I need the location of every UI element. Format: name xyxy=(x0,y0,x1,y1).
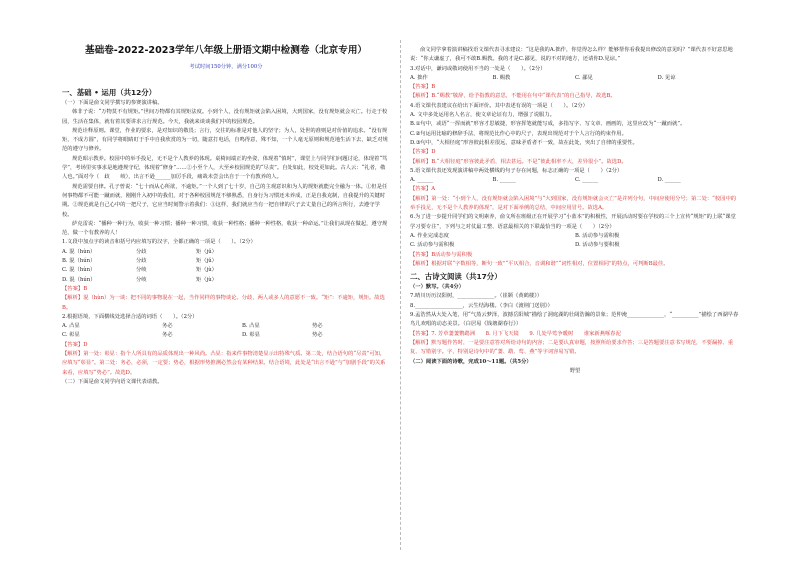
dialogue-paragraph: 俞文同学拿着演讲稿找语文课代表寻求建议：“这是我的A.拙作，你觉得怎么样？能够帮你看我提出修改的意见吗？”课代表不好意思地说：“你太谦虚了，我可不敢B.赐教。我的才是C.鄙见，说的不对的地方，还请你D.见谅。” xyxy=(410,47,733,63)
option-cell: 务必 xyxy=(162,323,173,330)
question-7: 7.晴川历历汉阳树，______________。（崔颢《黄鹤楼》） xyxy=(410,293,543,300)
answer: 【答案】B xyxy=(410,84,436,91)
option: B. ______ xyxy=(492,177,516,184)
option: C. ______ xyxy=(575,177,599,184)
option-cell: B. 混（hún） xyxy=(62,258,96,265)
option-cell: 矩（jù） xyxy=(196,276,217,283)
option: D. 见谅 xyxy=(657,74,676,81)
option-cell: 矩（jù） xyxy=(196,267,217,274)
option-cell: 势必 xyxy=(312,332,323,339)
option-cell: A. 混（hùn） xyxy=(62,248,96,255)
option-cell: 分歧 xyxy=(136,248,147,255)
option: D. 活动参与要积极 xyxy=(575,242,620,249)
subsection-heading: （一）默写。（共4分） xyxy=(410,284,465,291)
option-cell: A. 凸显 xyxy=(62,323,80,330)
option-cell: D. 混（hún） xyxy=(62,276,96,283)
explanation: 【解析】默写题作答时，一是要注意答对所给诗句的内容；二是要认真审题，按照所给要求作答；三是答题要注意书写规范，不要漏掉、重复、写错别字。字，特别是诗句中的“萋、鹉、莺、燕”等字词容易写错。 xyxy=(410,339,734,356)
section-heading: 一、基础 • 运用（共12分） xyxy=(62,88,157,97)
option: A. 作业完成态度 xyxy=(410,232,449,239)
column-divider xyxy=(400,40,401,550)
option-cell: 势必 xyxy=(312,323,323,330)
option: C. 鄙见 xyxy=(575,74,593,81)
option: D.③句中，“大相径庭”形容彼此相差很远，意味矛盾者不一致，故在此处，突出了自律的重要性。 xyxy=(410,139,638,146)
passage-paragraph: 萨克雷说：“播种一种行为，收获一种习惯；播种一种习惯，收获一种性格；播种一种性格，收获一种命运。”让我们从现在做起，遵守规范，做一个有教养的人！ xyxy=(62,220,388,237)
option-cell: B. 凸显 xyxy=(242,323,260,330)
question-4: 4.语文课代表建议在给出下面评价。其中表述有误的一项是（ ）。（2分） xyxy=(410,102,588,109)
option: A. 文中多处运用名人名言，使文章论证有力，增强了说服力。 xyxy=(410,112,555,119)
question-1: 1.文段中加点字的读音和括号内应填写的汉字，全都正确的一项是（ ）。（2分） xyxy=(62,239,256,246)
question-5: 5.语文课代表还发现演讲稿中两处横线的句子存在问题，标志正确的一项是（ ）（2分） xyxy=(410,167,623,174)
question-3: 3.对话中，谦词或敬词使用不当的一处是（ ）。（2分） xyxy=(410,65,546,72)
passage-paragraph: 韩非子说：“万物莫不有规矩。”世间万物都有其规矩法度。小到个人，没有规矩就会陷入困境，大到国家，没有规矩就会灭亡。行走于校园，生活在集体，就有着其要讲求言行规范。今天，我就来谈谈我们中的校园规范。 xyxy=(62,109,388,125)
exam-info: 考试时间150分钟，满分100分 xyxy=(189,64,263,70)
option-cell: 分岐 xyxy=(136,267,147,274)
question-intro: （二）下面是俞文同学向语文课代表请教。 xyxy=(62,378,163,385)
question-2-options xyxy=(62,322,390,341)
option: A. ______ xyxy=(410,177,434,184)
passage-paragraph: 规范诠释原则。课堂，作业的要求，是对知识的敬畏；言行，交往的标准是对他人的坚守；为人，处世的准则是对价值的追求。“没有规矩，不成方圆”，有同学将眼睛盯于手中自我欣赏的为一切，随意打电话，自鸣得意，殊不知，一个人毫无原则和规范地生活下去，缺乏对规范的遵守与修养。 xyxy=(62,127,388,153)
poem-title: 野望 xyxy=(569,367,581,374)
option-cell: C. 混（hùn） xyxy=(62,267,96,274)
option-cell: C. 彰显 xyxy=(62,332,80,339)
option-cell: D. 彰显 xyxy=(242,332,261,339)
answer: 【答案】A xyxy=(410,186,436,193)
question-9: 9.孟浩然从大处入笔，用“气蒸云梦泽，波撼岳阳城”描绘了洞庭湖的壮阔浩瀚的景象；范仲淹______________，“__________”描绘了西湖早春鸟儿欢唱的动态美景。（白居易《钱塘湖春行》） xyxy=(410,312,739,328)
section-heading: 二、古诗文阅读（共17分） xyxy=(410,272,502,282)
explanation: 【解析】混（hùn）为一谈：把不同的事物混在一起，当作同样的事物谈论。分歧，两人或多人的意愿不一致。“矩”：不逾矩，规矩。故选B。 xyxy=(62,295,385,311)
passage-paragraph: 规范昭示教养。校园中的举手投足，无不是个人教养的体现。桌椅间端正的坐姿，体现着“慎时”，课堂上与同学们问题讨论，体现着“笃学”，考场里实事求是地遵规守纪，体现着“修身”……②小至个人，大至乡校园规范的“尽责”。自处如此，校处更如此。古人云：“礼者，敬人也。”面对今（ 歧 岐），出言不逊______加厉手段，痛哉未尝会出自于一个有教养的人。 xyxy=(62,155,388,181)
answer: 【答案】D xyxy=(410,149,436,156)
question-2: 2.根据语境，下面横线处选择合适的词语（ ）。（2分） xyxy=(62,313,198,320)
question-8: 8.__________________，云生结海楼。（李白《渡荆门送别》） xyxy=(410,302,553,309)
page-title: 基础卷-2022-2023学年八年级上册语文期中检测卷（北京专用） xyxy=(84,45,368,56)
option-cell: 矩（jǔ） xyxy=(196,248,217,255)
option-cell: 分岐 xyxy=(136,276,147,283)
option-cell: 务必 xyxy=(162,332,173,339)
question-6-options xyxy=(410,241,740,250)
question-1-options xyxy=(62,248,390,285)
option-cell: 分歧 xyxy=(136,258,147,265)
option-cell: 矩（jǔ） xyxy=(196,258,217,265)
option: C. 活动参与需积极 xyxy=(410,242,455,249)
answer: 【答案】B活动参与需积极 xyxy=(410,251,473,258)
option: B.①句中，或语“一挥而就”形容才思敏捷，形容挥笔就能写成，多指写字、写文章、画画的，这里应改为“一蹴而就”。 xyxy=(410,121,686,128)
answer: 【答案】B xyxy=(62,285,88,292)
option: A. 拙作 xyxy=(410,74,428,81)
option: C.②句运用比喻的修辞手法，将规范比作心中的尺子，表现出规范对于个人言行的约束作用。 xyxy=(410,130,627,137)
right-column xyxy=(410,46,740,376)
question-6-options xyxy=(410,232,740,241)
question-5-options xyxy=(410,176,740,185)
question-intro: （一）下面是俞文同学撰写的参赛演讲稿。 xyxy=(62,100,163,106)
subsection-heading: （二）阅读下面的诗歌，完成10～11题。（共5分） xyxy=(410,358,532,365)
explanation: 【解析】B.“大相径庭”形容彼此矛盾，相去甚远。不是“彼此相率不大，差异很小”。故选D。 xyxy=(410,158,627,165)
explanation: 【解析】根据对联“字数相等，断句一致”“平仄相合，音调和谐”“词性相对，位置相同”的特点，可判断B最佳。 xyxy=(410,260,669,267)
answer: 【答案】D xyxy=(62,341,88,348)
option: B. 赐教 xyxy=(492,74,511,81)
question-6: 6.为了进一步提升同学们的文明素养，俞文所在班级正在开展学习“小蓝本”的积极性，开展活动时要在学校的三个上宣传“规矩”的上联“课堂学习要专注”，下列与之对仗最工整、语意最相关的下联最恰当的一项是（ ）（2分） xyxy=(410,214,736,230)
option: B. 活动参与需积极 xyxy=(575,232,620,239)
option: D. ______ xyxy=(657,177,681,184)
question-3-options xyxy=(410,74,740,83)
explanation: 【解析】B.“赐教”敬辞，给予指教的意思，不能用在句中“课代表”的自己指导，故选B。 xyxy=(410,93,616,100)
answer: 【答案】7. 芳草萋萋鹦鹉洲 8. 月下飞天镜 9. 几处早莺争暖树 谁家新燕啄春泥 xyxy=(410,330,621,337)
passage-paragraph: 规范需要自律。孔子曾说：“七十而从心所欲，不逾矩。”一个人到了七十岁，自己的主观意识和为人的规矩就能完全融为一体。①但是任何事物都不可能一蹴而就，刚刚升入初中的我们，对于各种校园规范不够熟悉，自身行为习惯还未养成，正是自我克制，自我提升的关键时期。②规范就是自己心中的一把尺子，它应当时刻警示着我们：③这样，我们就应当有一把自律的尺子去丈量自己的所言所行，去遵守学校。 xyxy=(62,183,388,218)
explanation: 【解析】第一处：彰显：指个人所具有的品质体现出一种风尚。凸显：指来件事物清楚显示出特殊气质。第二处，结合语句的“尽责”可知，应填写“彰显”。第二处：务必，必须，一定要；势必，根据形势推测必然会有某种结果。结合语境，此处是“出言不逊”与“加剧手段”的关系来看，应填写“势必”。故选D。 xyxy=(62,351,386,376)
explanation: 【解析】第一处：“小到个人，没有规矩就会陷入困境”与“大到国家，没有规矩就会灭亡”是并列分句，中间应使用分号；第二处：“校园中的举手投足，无不是个人教养的体现”，是对下面举例的总结，中间应用冒号。故选A。 xyxy=(410,195,737,212)
